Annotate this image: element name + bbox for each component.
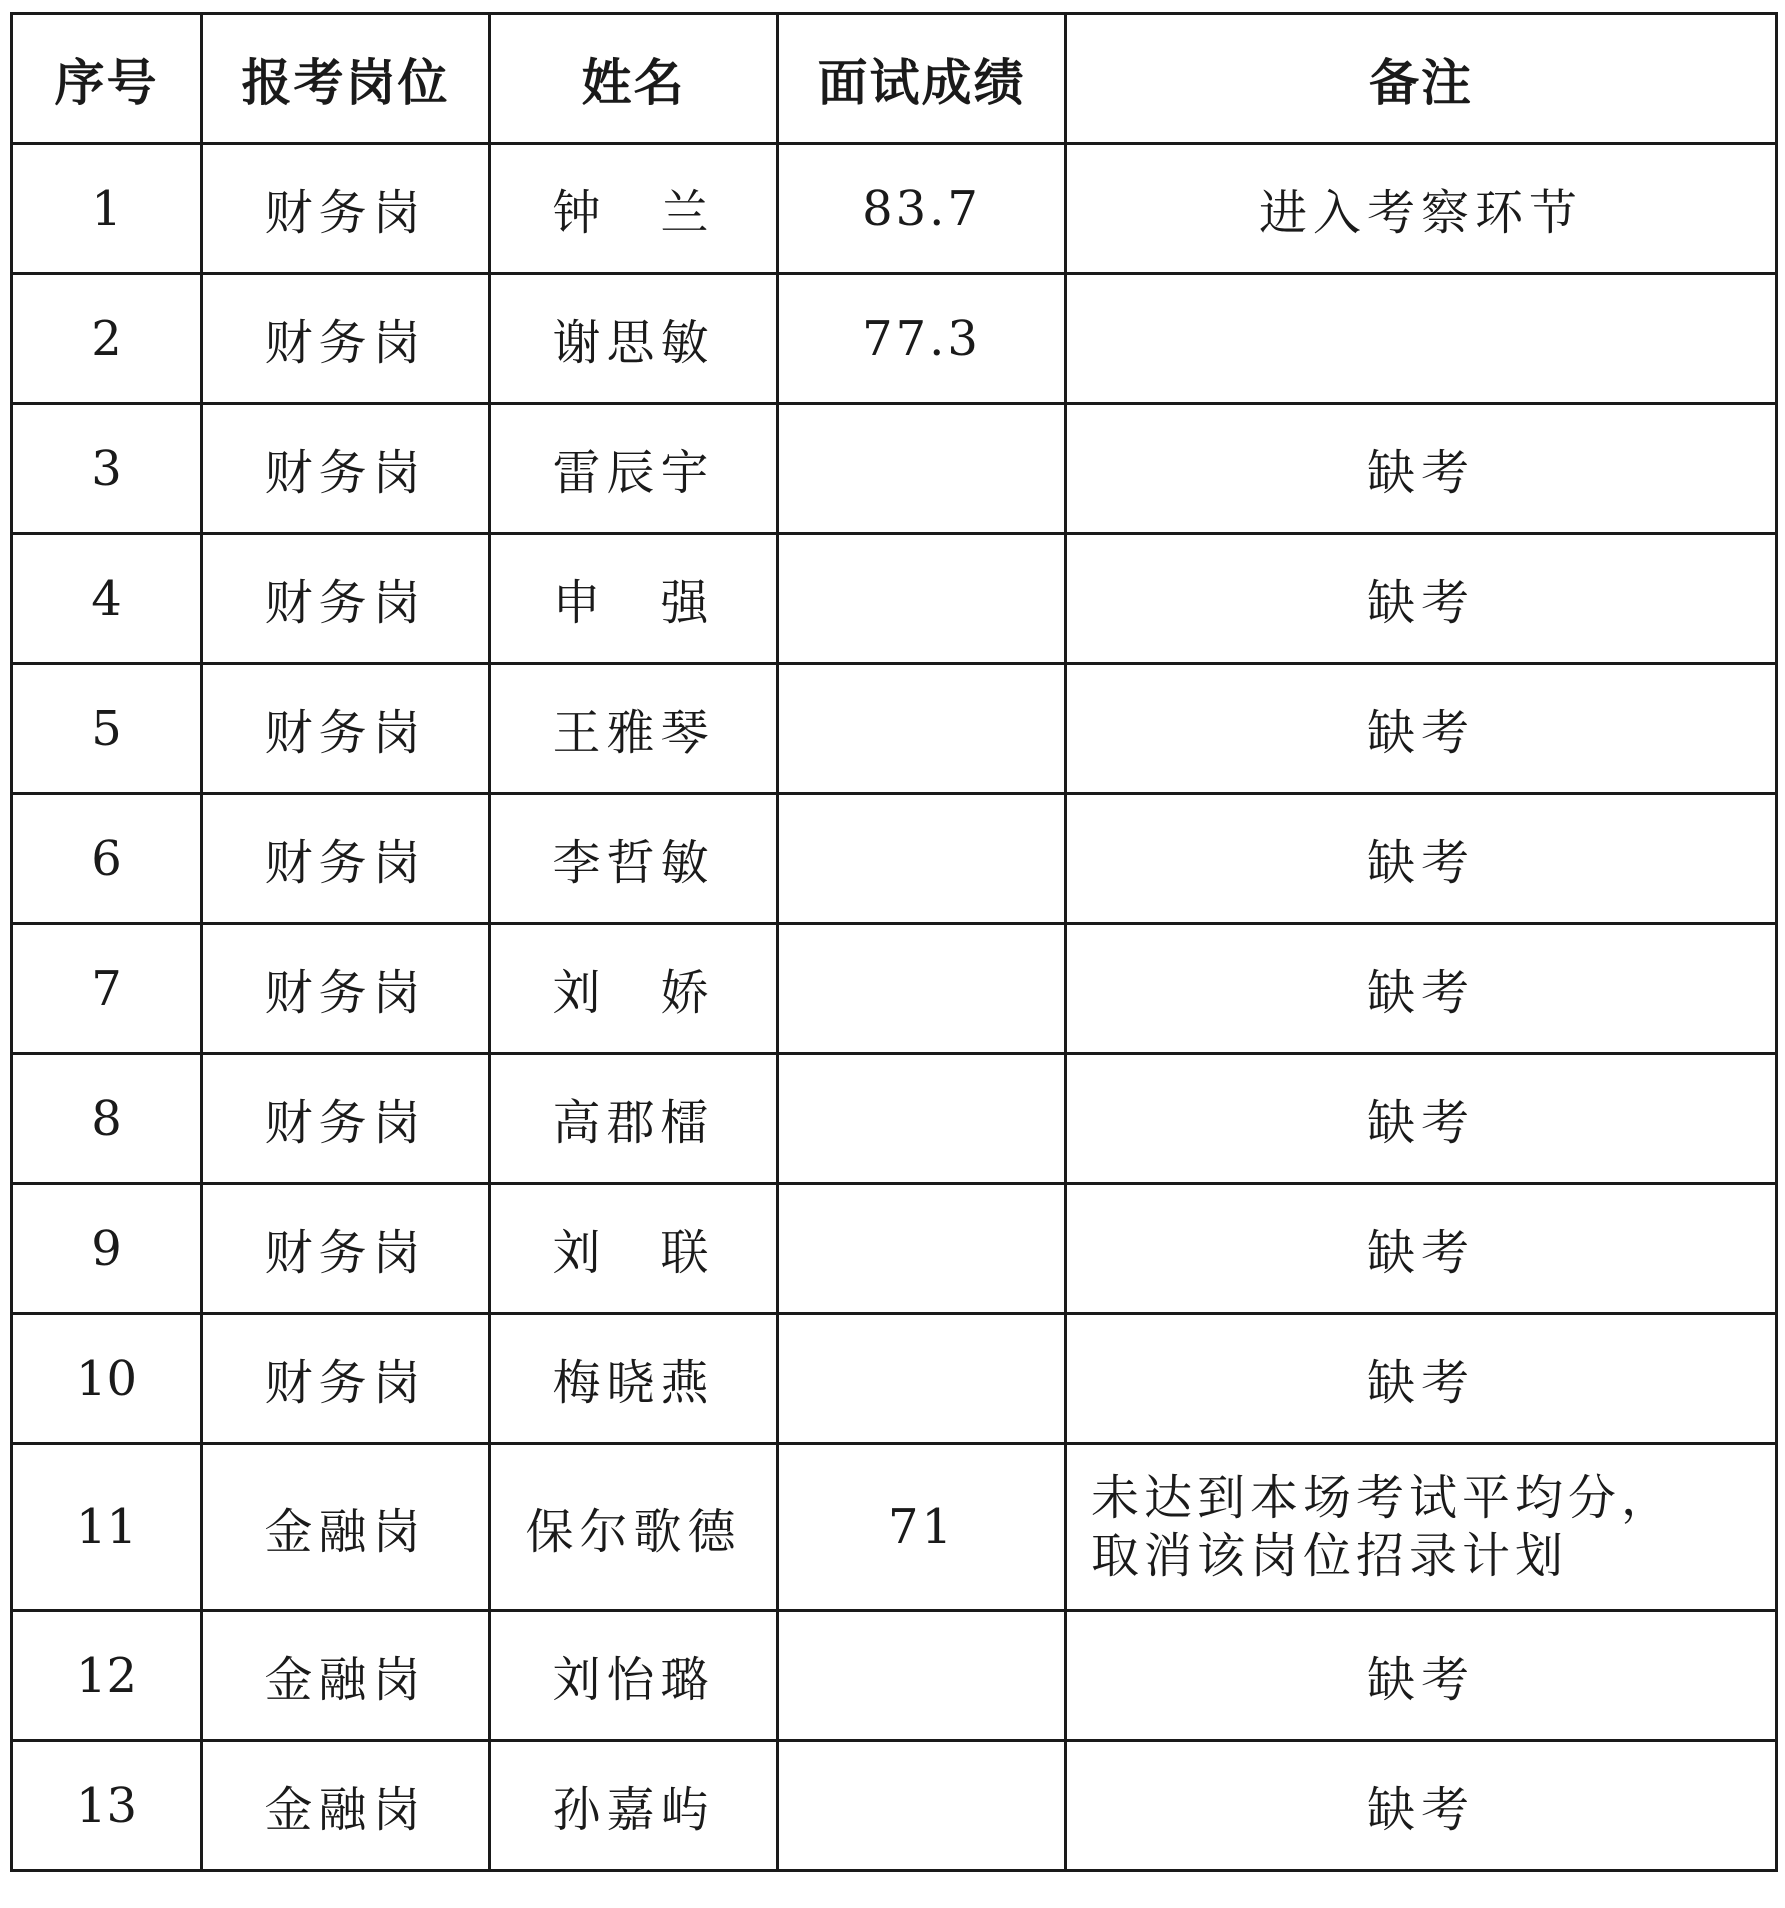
cell-interview-score <box>778 1054 1066 1184</box>
cell-remarks: 缺考 <box>1066 534 1777 664</box>
cell-name: 高郡檑 <box>490 1054 778 1184</box>
cell-serial-number: 8 <box>12 1054 202 1184</box>
table-row <box>12 1054 1777 1184</box>
cell-name: 保尔歌德 <box>490 1444 778 1611</box>
table-row <box>12 664 1777 794</box>
cell-name: 李哲敏 <box>490 794 778 924</box>
cell-remarks: 缺考 <box>1066 664 1777 794</box>
remarks-line: 取消该岗位招录计划 <box>1091 1528 1569 1584</box>
cell-interview-score: 83.7 <box>778 144 1066 274</box>
cell-interview-score: 77.3 <box>778 274 1066 404</box>
table-row <box>12 1611 1777 1741</box>
cell-applied-post: 财务岗 <box>202 404 490 534</box>
table-row <box>12 274 1777 404</box>
cell-remarks: 缺考 <box>1066 1314 1777 1444</box>
cell-interview-score <box>778 1611 1066 1741</box>
table-row <box>12 794 1777 924</box>
cell-serial-number: 11 <box>12 1444 202 1611</box>
header-interview-score: 面试成绩 <box>778 14 1066 144</box>
cell-remarks: 缺考 <box>1066 924 1777 1054</box>
cell-name: 雷辰宇 <box>490 404 778 534</box>
cell-remarks: 进入考察环节 <box>1066 144 1777 274</box>
cell-serial-number: 10 <box>12 1314 202 1444</box>
results-table-container <box>10 12 1778 1872</box>
remarks-line: 未达到本场考试平均分， <box>1091 1470 1675 1526</box>
cell-interview-score <box>778 1184 1066 1314</box>
cell-remarks <box>1066 274 1777 404</box>
cell-interview-score <box>778 404 1066 534</box>
table-header-row <box>12 14 1777 144</box>
cell-applied-post: 财务岗 <box>202 794 490 924</box>
cell-applied-post: 财务岗 <box>202 274 490 404</box>
cell-interview-score <box>778 664 1066 794</box>
cell-serial-number: 13 <box>12 1741 202 1871</box>
cell-applied-post: 财务岗 <box>202 534 490 664</box>
header-applied-post: 报考岗位 <box>202 14 490 144</box>
cell-serial-number: 9 <box>12 1184 202 1314</box>
cell-serial-number: 4 <box>12 534 202 664</box>
cell-applied-post: 财务岗 <box>202 1054 490 1184</box>
table-row <box>12 144 1777 274</box>
cell-name: 刘怡璐 <box>490 1611 778 1741</box>
cell-remarks: 缺考 <box>1066 1611 1777 1741</box>
cell-serial-number: 12 <box>12 1611 202 1741</box>
table-row <box>12 534 1777 664</box>
cell-applied-post: 财务岗 <box>202 664 490 794</box>
cell-interview-score: 71 <box>778 1444 1066 1611</box>
cell-interview-score <box>778 1741 1066 1871</box>
interview-results-table <box>10 12 1778 1872</box>
header-name: 姓名 <box>490 14 778 144</box>
cell-remarks: 缺考 <box>1066 404 1777 534</box>
cell-name: 刘 联 <box>490 1184 778 1314</box>
header-remarks: 备注 <box>1066 14 1777 144</box>
cell-interview-score <box>778 794 1066 924</box>
header-serial-number: 序号 <box>12 14 202 144</box>
cell-remarks: 缺考 <box>1066 1184 1777 1314</box>
table-row <box>12 1184 1777 1314</box>
cell-name: 钟 兰 <box>490 144 778 274</box>
cell-applied-post: 金融岗 <box>202 1611 490 1741</box>
table-row <box>12 1314 1777 1444</box>
table-row <box>12 924 1777 1054</box>
table-row <box>12 1444 1777 1611</box>
cell-serial-number: 6 <box>12 794 202 924</box>
cell-remarks: 缺考 <box>1066 1054 1777 1184</box>
cell-applied-post: 财务岗 <box>202 1314 490 1444</box>
cell-interview-score <box>778 534 1066 664</box>
cell-serial-number: 3 <box>12 404 202 534</box>
cell-serial-number: 1 <box>12 144 202 274</box>
table-row <box>12 404 1777 534</box>
cell-serial-number: 2 <box>12 274 202 404</box>
cell-interview-score <box>778 1314 1066 1444</box>
cell-applied-post: 财务岗 <box>202 924 490 1054</box>
cell-name: 谢思敏 <box>490 274 778 404</box>
cell-name: 王雅琴 <box>490 664 778 794</box>
table-row <box>12 1741 1777 1871</box>
cell-applied-post: 财务岗 <box>202 144 490 274</box>
cell-applied-post: 金融岗 <box>202 1741 490 1871</box>
cell-name: 梅晓燕 <box>490 1314 778 1444</box>
cell-name: 孙嘉屿 <box>490 1741 778 1871</box>
cell-remarks <box>1066 1444 1777 1611</box>
cell-serial-number: 7 <box>12 924 202 1054</box>
cell-applied-post: 财务岗 <box>202 1184 490 1314</box>
cell-remarks: 缺考 <box>1066 1741 1777 1871</box>
cell-interview-score <box>778 924 1066 1054</box>
cell-name: 刘 娇 <box>490 924 778 1054</box>
cell-name: 申 强 <box>490 534 778 664</box>
cell-serial-number: 5 <box>12 664 202 794</box>
cell-remarks: 缺考 <box>1066 794 1777 924</box>
cell-applied-post: 金融岗 <box>202 1444 490 1611</box>
